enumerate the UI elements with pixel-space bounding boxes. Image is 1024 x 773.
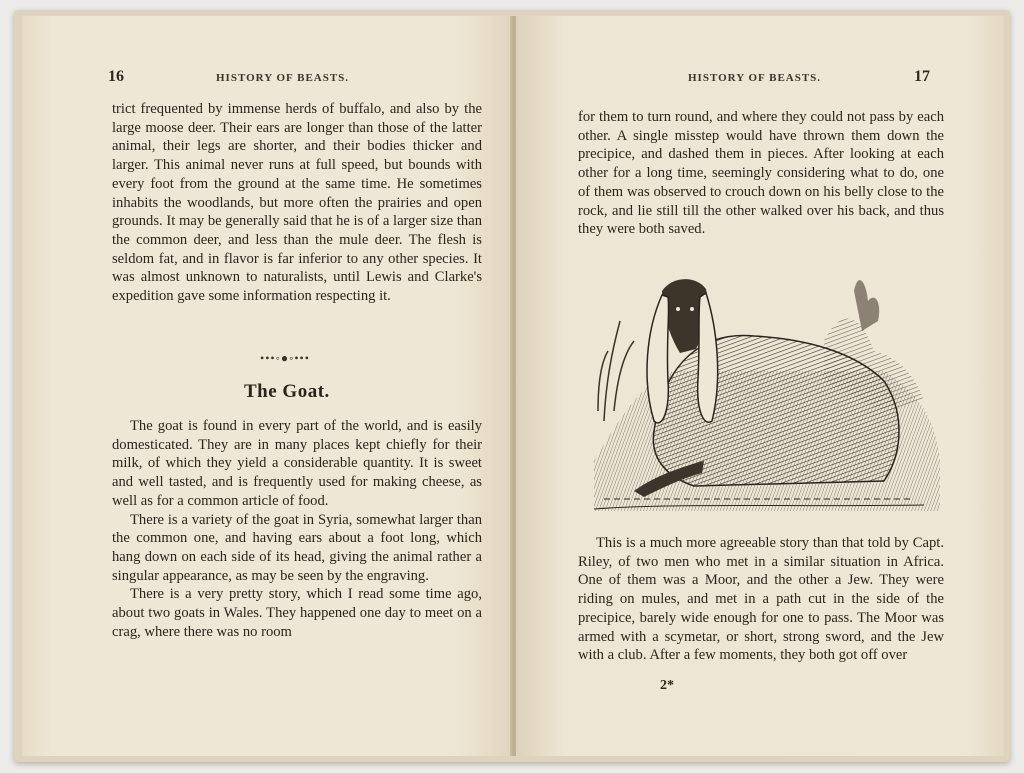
running-head-left: HISTORY OF BEASTS. <box>216 72 350 84</box>
left-text-block-2 <box>112 417 482 641</box>
left-paragraph-3: There is a variety of the goat in Syria, somewhat larger than the common one, and having ears about a foot long, which hang down on each side of its head, giving the animal rather a singular appearance, as may be seen by the engraving. <box>112 511 482 584</box>
left-paragraph-1: trict frequented by immense herds of buffalo, and also by the large moose deer. Their ears are longer than those of the latter animal, their legs are shorter, and their bodies thicker and larger. This animal never runs at full speed, but bounds with every foot from the ground at the same time. He sometimes inhabits the woodlands, but more often the prairies and open grounds. It may be generally said that he is of a larger size than the common deer, and less than the mule deer. The flesh is seldom fat, and in flavor is far inferior to any other species. It was almost unknown to naturalists, until Lewis and Clarke's expedition gave some information respecting it. <box>112 101 482 305</box>
right-paragraph-2: This is a much more agreeable story than that told by Capt. Riley, of two men who met in a similar situation in Africa. One of them was a Moor, and the other a Jew. They were riding on mules, and met in a path cut in the side of the precipice, barely wide enough for one to pass. The Moor was armed with a scymetar, or short, strong sword, and the Jew with a club. After a few moments, they both got off over <box>578 535 944 664</box>
left-text-block-1 <box>112 100 482 306</box>
page-number-right: 17 <box>914 68 930 85</box>
section-title: The Goat. <box>244 381 330 402</box>
signature-mark: 2* <box>660 678 674 693</box>
open-book <box>14 10 1010 762</box>
section-ornament: •••◦●◦••• <box>260 351 310 365</box>
right-paragraph-1: for them to turn round, and where they could not pass by each other. A single misstep would have thrown them down the precipice, and dashed them in pieces. After looking at each other for a long time, seemingly considering what to do, one of them was observed to crouch down on his belly close to the rock, and lie still till the other walked over his back, and thus they were both saved. <box>578 109 944 238</box>
goat-engraving <box>584 261 940 521</box>
right-page <box>516 16 1004 756</box>
page-number-left: 16 <box>108 68 124 85</box>
left-paragraph-2: The goat is found in every part of the world, and is easily domesticated. They are in many places kept chiefly for their milk, of which they yield a considerable quantity. It is sweet and well tasted, and is frequently used for making cheese, as well as for a common article of food. <box>112 418 482 509</box>
left-page <box>22 16 512 756</box>
right-text-block-2 <box>578 534 944 665</box>
left-paragraph-4: There is a very pretty story, which I read some time ago, about two goats in Wales. They happened one day to meet on a crag, where there was no room <box>112 586 482 640</box>
right-text-block-1 <box>578 108 944 239</box>
running-head-right: HISTORY OF BEASTS. <box>688 72 822 84</box>
